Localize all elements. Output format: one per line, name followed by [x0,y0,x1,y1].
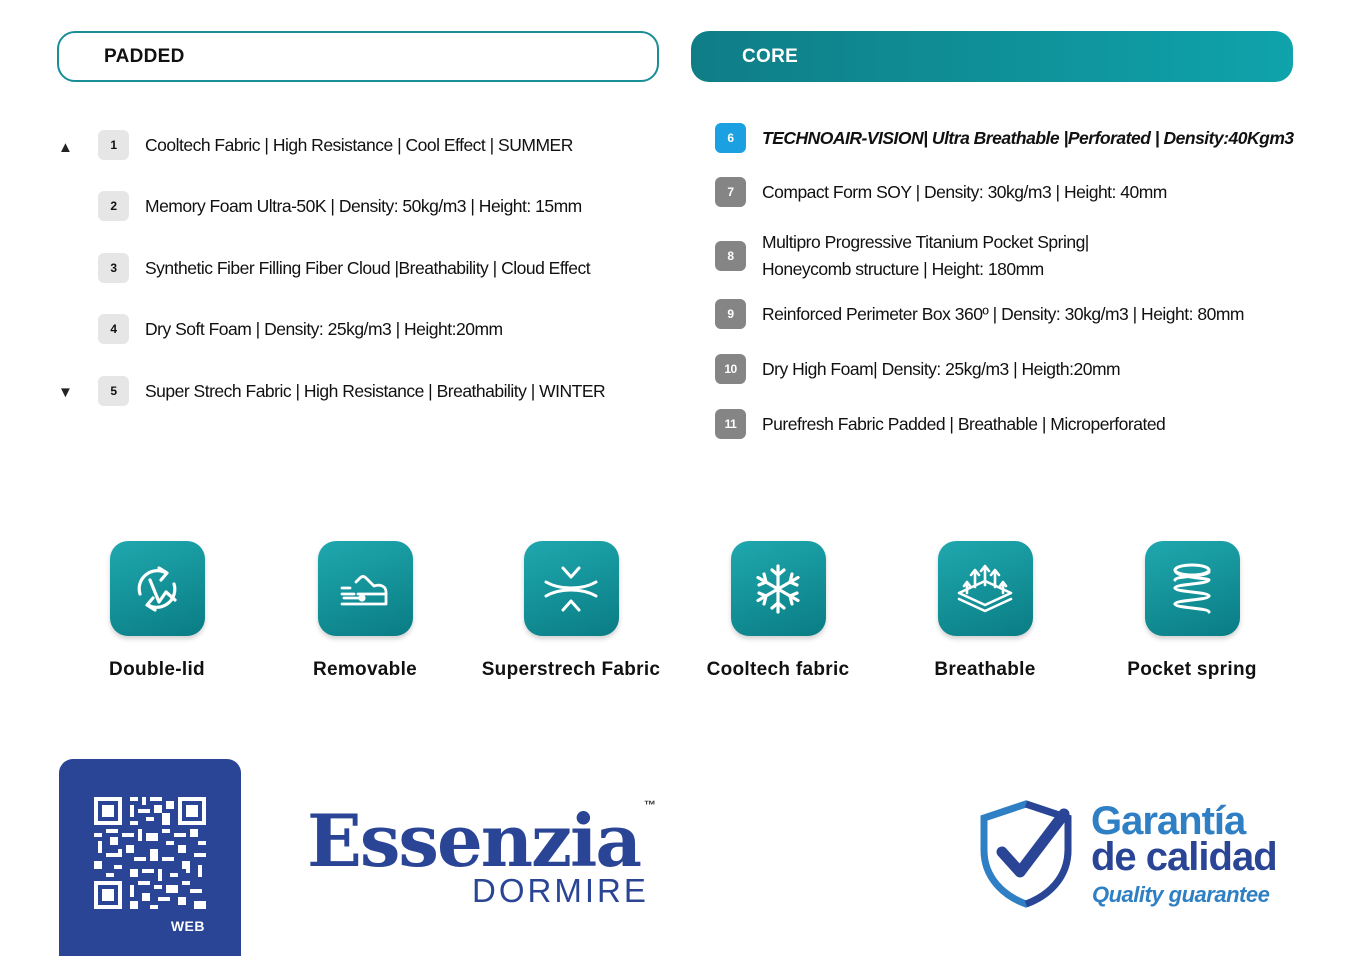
padded-item [98,376,605,406]
core-item [715,409,1165,439]
quality-guarantee-badge [978,800,1298,912]
feature-superstrech [466,541,676,681]
core-header-label: CORE [742,45,799,67]
item-number-badge: 10 [715,354,746,384]
qr-code-card[interactable] [59,759,241,956]
brand-logo [307,796,667,916]
core-item [715,299,1244,329]
guarantee-subtitle: de calidad [1091,835,1277,879]
item-number-badge: 11 [715,409,746,439]
item-text: TECHNOAIR-VISION| Ultra Breathable |Perforated | Density:40Kgm3 [762,127,1294,148]
core-item [715,177,1167,207]
item-text: Dry High Foam| Density: 25kg/m3 | Heigth:20mm [762,358,1121,379]
up-arrow-icon: ▲ [58,139,73,156]
feature-cooltech [673,541,883,681]
brand-name: Essenzia [307,798,640,883]
feature-double-lid [52,541,262,681]
padded-item [98,253,590,283]
core-item [715,229,1089,283]
item-text-line: Multipro Progressive Titanium Pocket Spring| [762,232,1089,252]
feature-label: Cooltech fabric [706,659,850,680]
item-number-badge: 9 [715,299,746,329]
item-number-badge: 4 [98,314,129,344]
padded-header [57,31,659,82]
item-text: Cooltech Fabric | High Resistance | Cool Effect | SUMMER [145,134,573,155]
breathable-layers-icon [938,541,1033,636]
item-number-badge: 6 [715,123,746,153]
item-number-badge: 3 [98,253,129,283]
down-arrow-icon: ▼ [58,384,73,401]
feature-label: Removable [312,659,418,680]
item-number-badge: 8 [715,241,746,271]
item-number-badge: 2 [98,191,129,221]
core-header [691,31,1293,82]
qr-web-label: WEB [170,918,205,934]
item-number-badge: 5 [98,376,129,406]
padded-item [98,191,582,221]
shield-check-icon [978,800,1074,908]
item-text: Dry Soft Foam | Density: 25kg/m3 | Height:20mm [145,318,503,339]
feature-label: Superstrech Fabric [481,659,661,680]
snowflake-icon [731,541,826,636]
core-item [715,123,1294,153]
item-text: Memory Foam Ultra-50K | Density: 50kg/m3 | Height: 15mm [145,195,582,216]
item-text-line: Honeycomb structure | Height: 180mm [762,259,1044,279]
stretch-icon [524,541,619,636]
rotate-icon [110,541,205,636]
item-text: Purefresh Fabric Padded | Breathable | Microperforated [762,413,1166,434]
feature-breathable [880,541,1090,681]
qr-code-icon [94,797,206,909]
padded-header-label: PADDED [104,45,185,67]
feature-pocket-spring [1087,541,1297,681]
trademark-symbol: ™ [644,798,656,812]
feature-removable [260,541,470,681]
guarantee-english: Quality guarantee [1092,882,1270,907]
feature-label: Double-lid [109,659,205,680]
padded-item [98,130,573,160]
guarantee-title: Garantía [1091,799,1246,843]
item-text: Synthetic Fiber Filling Fiber Cloud |Breathability | Cloud Effect [145,257,591,278]
feature-label: Pocket spring [1127,659,1257,680]
zipper-icon [318,541,413,636]
core-item [715,354,1120,384]
padded-item [98,314,503,344]
brand-subtitle: DORMIRE [472,872,649,909]
item-text: Compact Form SOY | Density: 30kg/m3 | Height: 40mm [762,181,1167,202]
feature-label: Breathable [934,659,1036,680]
item-text: Reinforced Perimeter Box 360º | Density: 30kg/m3 | Height: 80mm [762,303,1244,324]
item-text: Super Strech Fabric | High Resistance | Breathability | WINTER [145,380,606,401]
item-number-badge: 7 [715,177,746,207]
spring-icon [1145,541,1240,636]
item-text [762,229,1089,283]
item-number-badge: 1 [98,130,129,160]
